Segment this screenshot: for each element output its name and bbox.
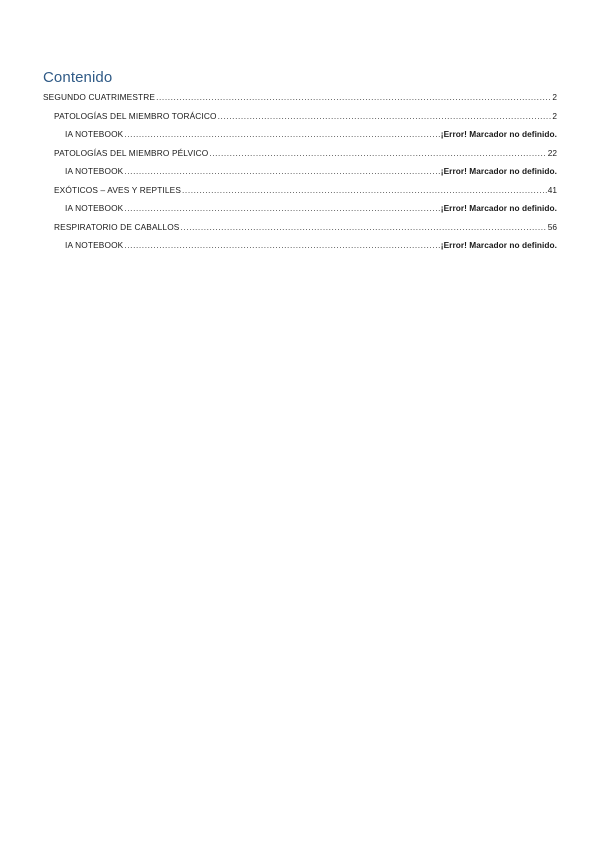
dot-leader xyxy=(180,218,546,237)
toc-page-error: ¡Error! Marcador no definido. xyxy=(440,240,557,250)
dot-leader xyxy=(182,181,547,200)
toc-page-number: 41 xyxy=(547,184,557,195)
dot-leader xyxy=(124,199,439,218)
table-of-contents xyxy=(43,88,557,255)
dot-leader xyxy=(218,107,552,126)
toc-page-error: ¡Error! Marcador no definido. xyxy=(440,166,557,176)
toc-entry-text: PATOLOGÍAS DEL MIEMBRO TORÁCICO xyxy=(54,110,217,121)
toc-entry-text: IA NOTEBOOK xyxy=(65,203,124,213)
toc-entry-text: IA NOTEBOOK xyxy=(65,129,124,139)
toc-page-number: 2 xyxy=(552,92,557,102)
dot-leader xyxy=(124,125,439,144)
toc-entry-exoticos[interactable] xyxy=(43,181,557,200)
toc-title: Contenido xyxy=(43,69,113,86)
toc-entry-text: IA NOTEBOOK xyxy=(65,166,124,176)
toc-page-number: 2 xyxy=(552,110,557,121)
dot-leader xyxy=(124,236,439,255)
dot-leader xyxy=(209,144,546,163)
toc-entry-ia-notebook[interactable] xyxy=(43,125,557,144)
toc-entry-ia-notebook[interactable] xyxy=(43,162,557,181)
toc-entry-text: SEGUNDO CUATRIMESTRE xyxy=(43,92,156,102)
toc-page-error: ¡Error! Marcador no definido. xyxy=(440,203,557,213)
toc-entry-ia-notebook[interactable] xyxy=(43,199,557,218)
toc-entry-segundo-cuatrimestre[interactable] xyxy=(43,88,557,107)
toc-page-number: 22 xyxy=(547,147,557,158)
toc-entry-text: PATOLOGÍAS DEL MIEMBRO PÉLVICO xyxy=(54,147,209,158)
toc-entry-text: RESPIRATORIO DE CABALLOS xyxy=(54,221,180,232)
toc-entry-miembro-toracico[interactable] xyxy=(43,107,557,126)
toc-entry-ia-notebook[interactable] xyxy=(43,236,557,255)
dot-leader xyxy=(124,162,439,181)
dot-leader xyxy=(156,88,551,107)
toc-page-number: 56 xyxy=(547,221,557,232)
toc-entry-respiratorio-caballos[interactable] xyxy=(43,218,557,237)
toc-entry-text: EXÓTICOS – AVES Y REPTILES xyxy=(54,184,182,195)
toc-page-error: ¡Error! Marcador no definido. xyxy=(440,129,557,139)
toc-entry-text: IA NOTEBOOK xyxy=(65,240,124,250)
toc-entry-miembro-pelvico[interactable] xyxy=(43,144,557,163)
